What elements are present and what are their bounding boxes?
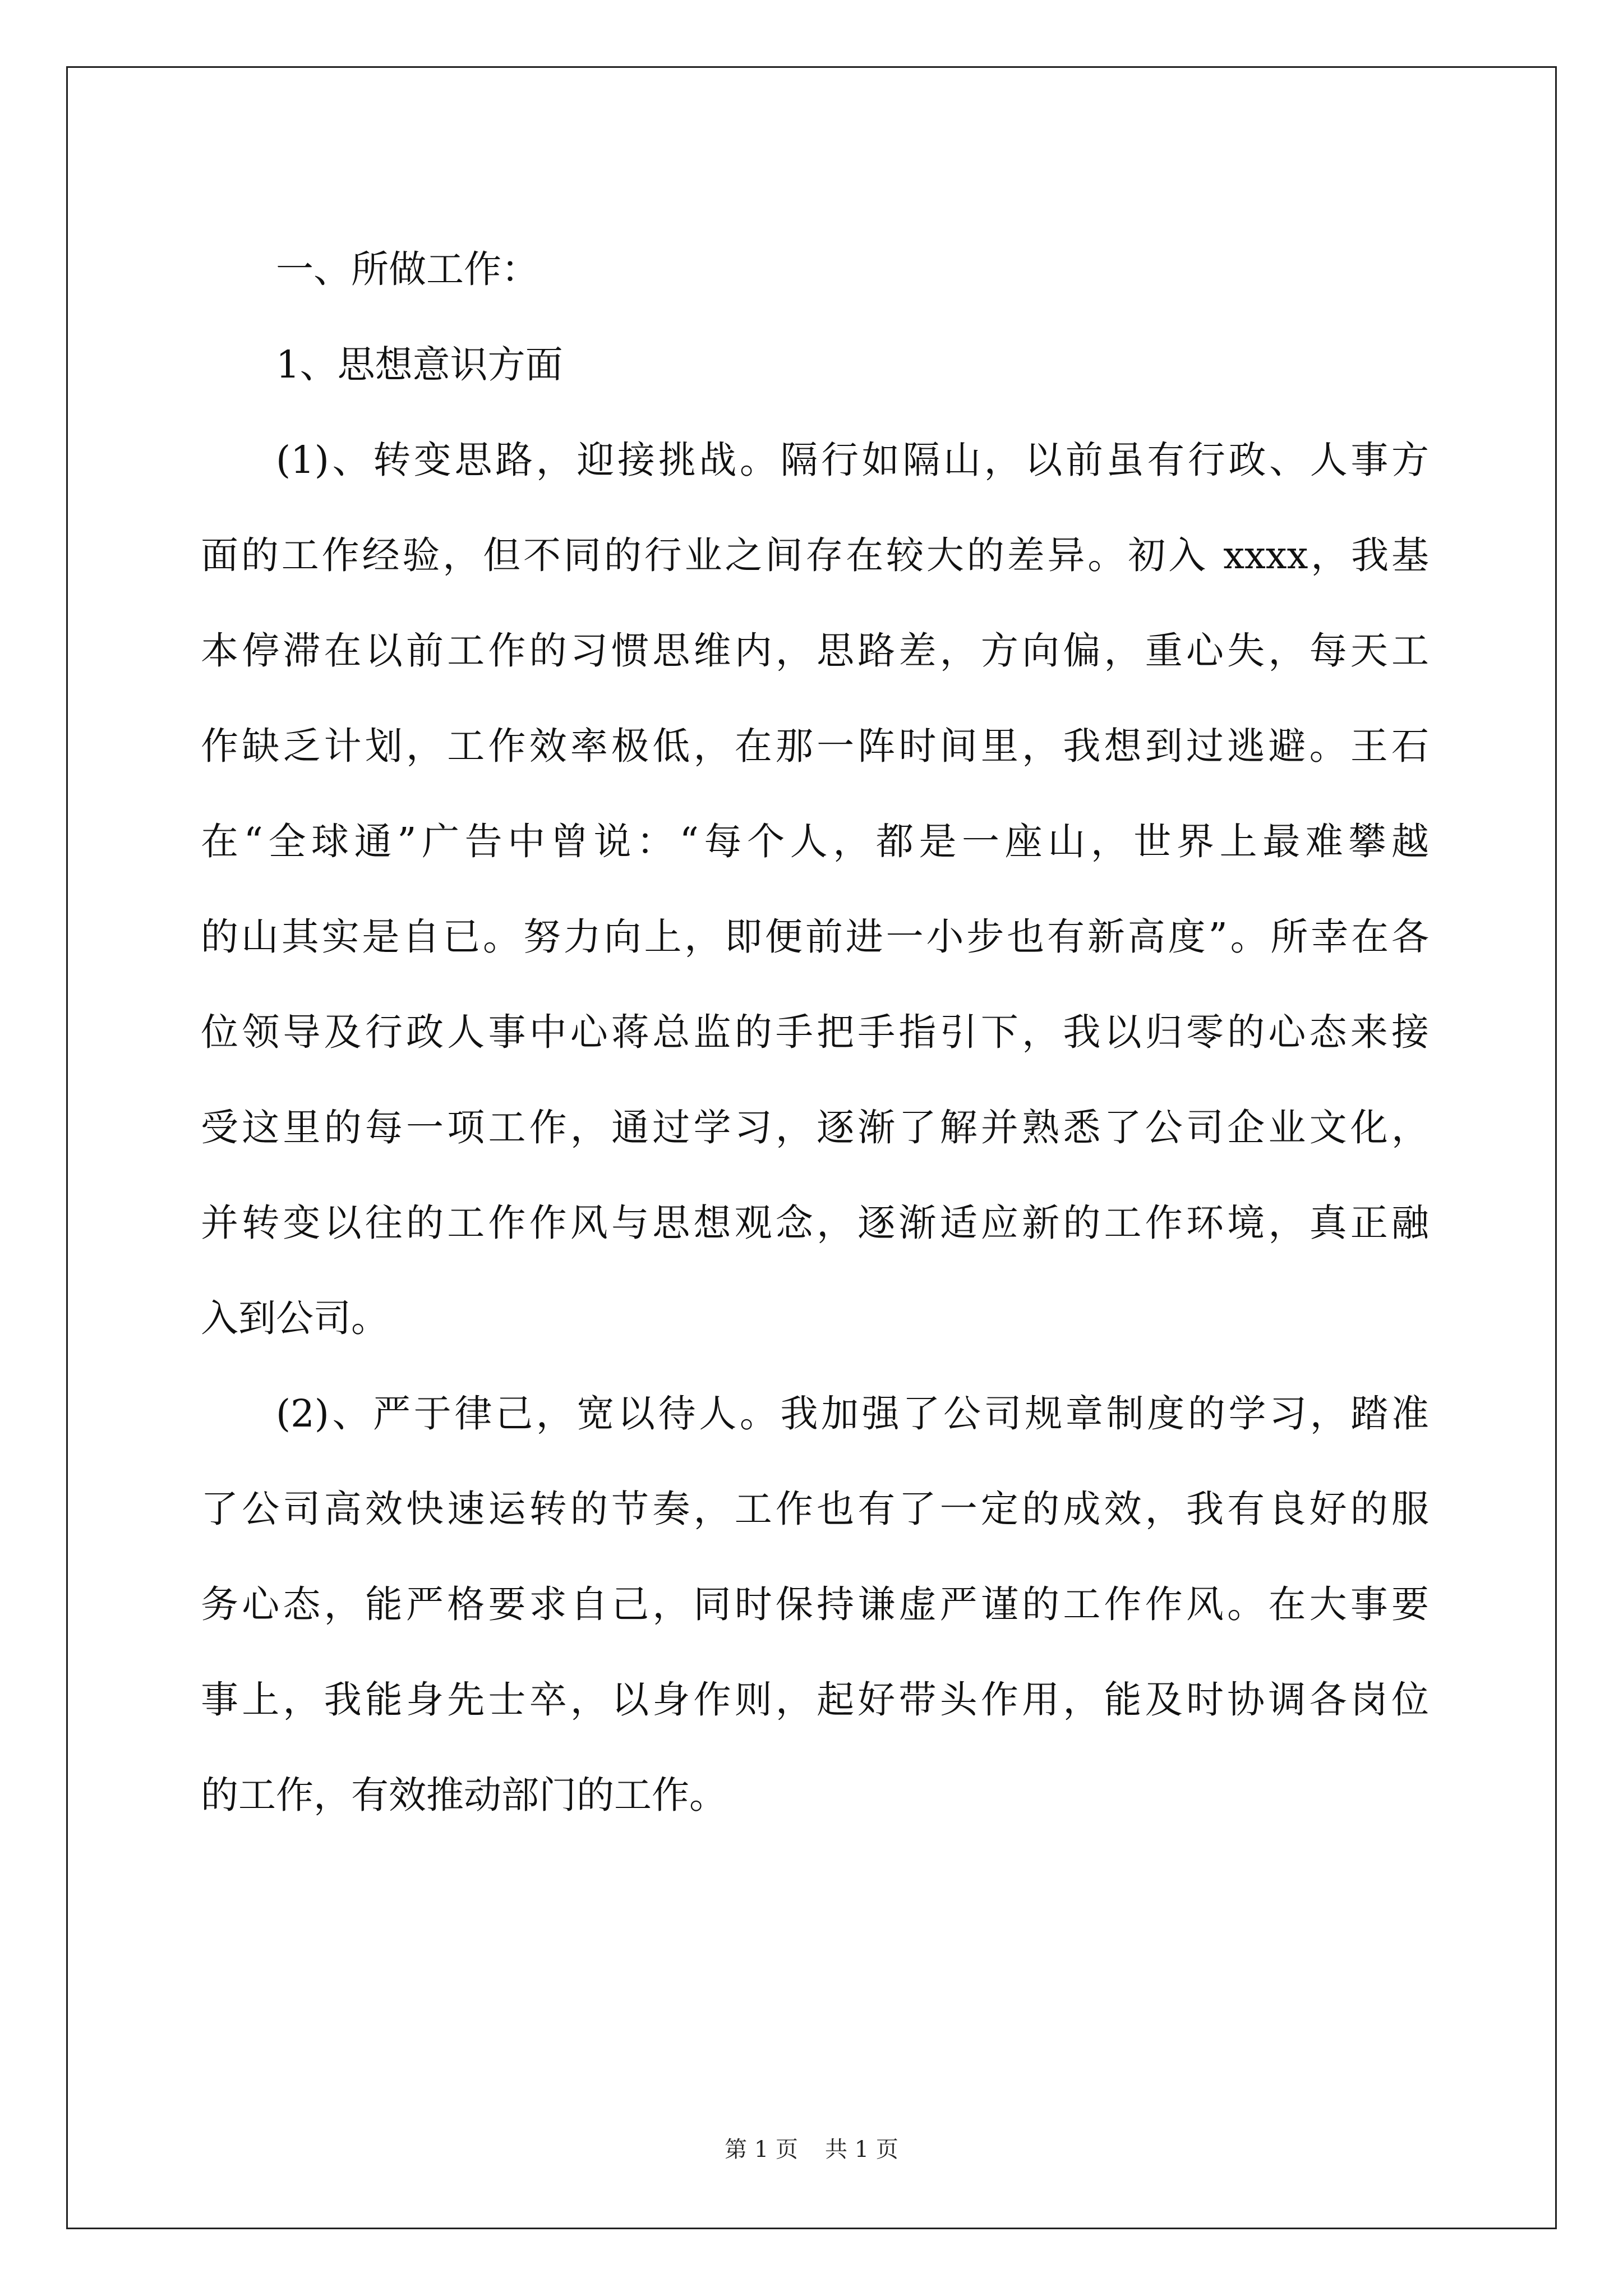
paragraph-line: 的工作，有效推动部门的工作。 (201, 1773, 727, 1817)
paragraph-line: 了公司高效快速运转的节奏，工作也有了一定的成效，我有良好的服 (201, 1487, 1429, 1531)
paragraph-line: 务心态，能严格要求自己，同时保持谦虚严谨的工作作风。在大事要 (201, 1582, 1429, 1626)
page-number-current: 第 1 页 (725, 2137, 798, 2162)
paragraph-line: 并转变以往的工作作风与思想观念，逐渐适应新的工作环境，真正融 (201, 1201, 1429, 1245)
document-body (201, 222, 1429, 1843)
paragraph-line: 作缺乏计划，工作效率极低，在那一阵时间里，我想到过逃避。王石 (201, 724, 1429, 768)
paragraph-line: (2)、严于律己，宽以待人。我加强了公司规章制度的学习，踏准 (276, 1392, 1429, 1435)
paragraph-line: 本停滞在以前工作的习惯思维内，思路差，方向偏，重心失，每天工 (201, 629, 1429, 673)
paragraph-line: 的山其实是自已。努力向上，即便前进一小步也有新高度”。所幸在各 (201, 915, 1429, 959)
page-number-total: 共 1 页 (825, 2137, 898, 2162)
paragraph-line: 受这里的每一项工作，通过学习，逐渐了解并熟悉了公司企业文化， (201, 1106, 1429, 1149)
paragraph-2 (201, 1366, 1429, 1843)
section-heading: 一、所做工作： (276, 247, 539, 291)
page-footer (0, 2132, 1623, 2164)
paragraph-line: 位领导及行政人事中心蒋总监的手把手指引下，我以归零的心态来接 (201, 1010, 1429, 1054)
paragraph-line: 入到公司。 (201, 1296, 389, 1340)
paragraph-line: 面的工作经验，但不同的行业之间存在较大的差异。初入 xxxx，我基 (201, 533, 1429, 577)
subsection-heading: 1、思想意识方面 (276, 343, 563, 386)
paragraph-line: 事上，我能身先士卒，以身作则，起好带头作用，能及时协调各岗位 (201, 1678, 1429, 1722)
paragraph-line: 在“全球通”广告中曾说：“每个人，都是一座山，世界上最难攀越 (201, 820, 1429, 863)
paragraph-1 (201, 412, 1429, 1366)
paragraph-line: (1)、转变思路，迎接挑战。隔行如隔山，以前虽有行政、人事方 (276, 438, 1429, 482)
